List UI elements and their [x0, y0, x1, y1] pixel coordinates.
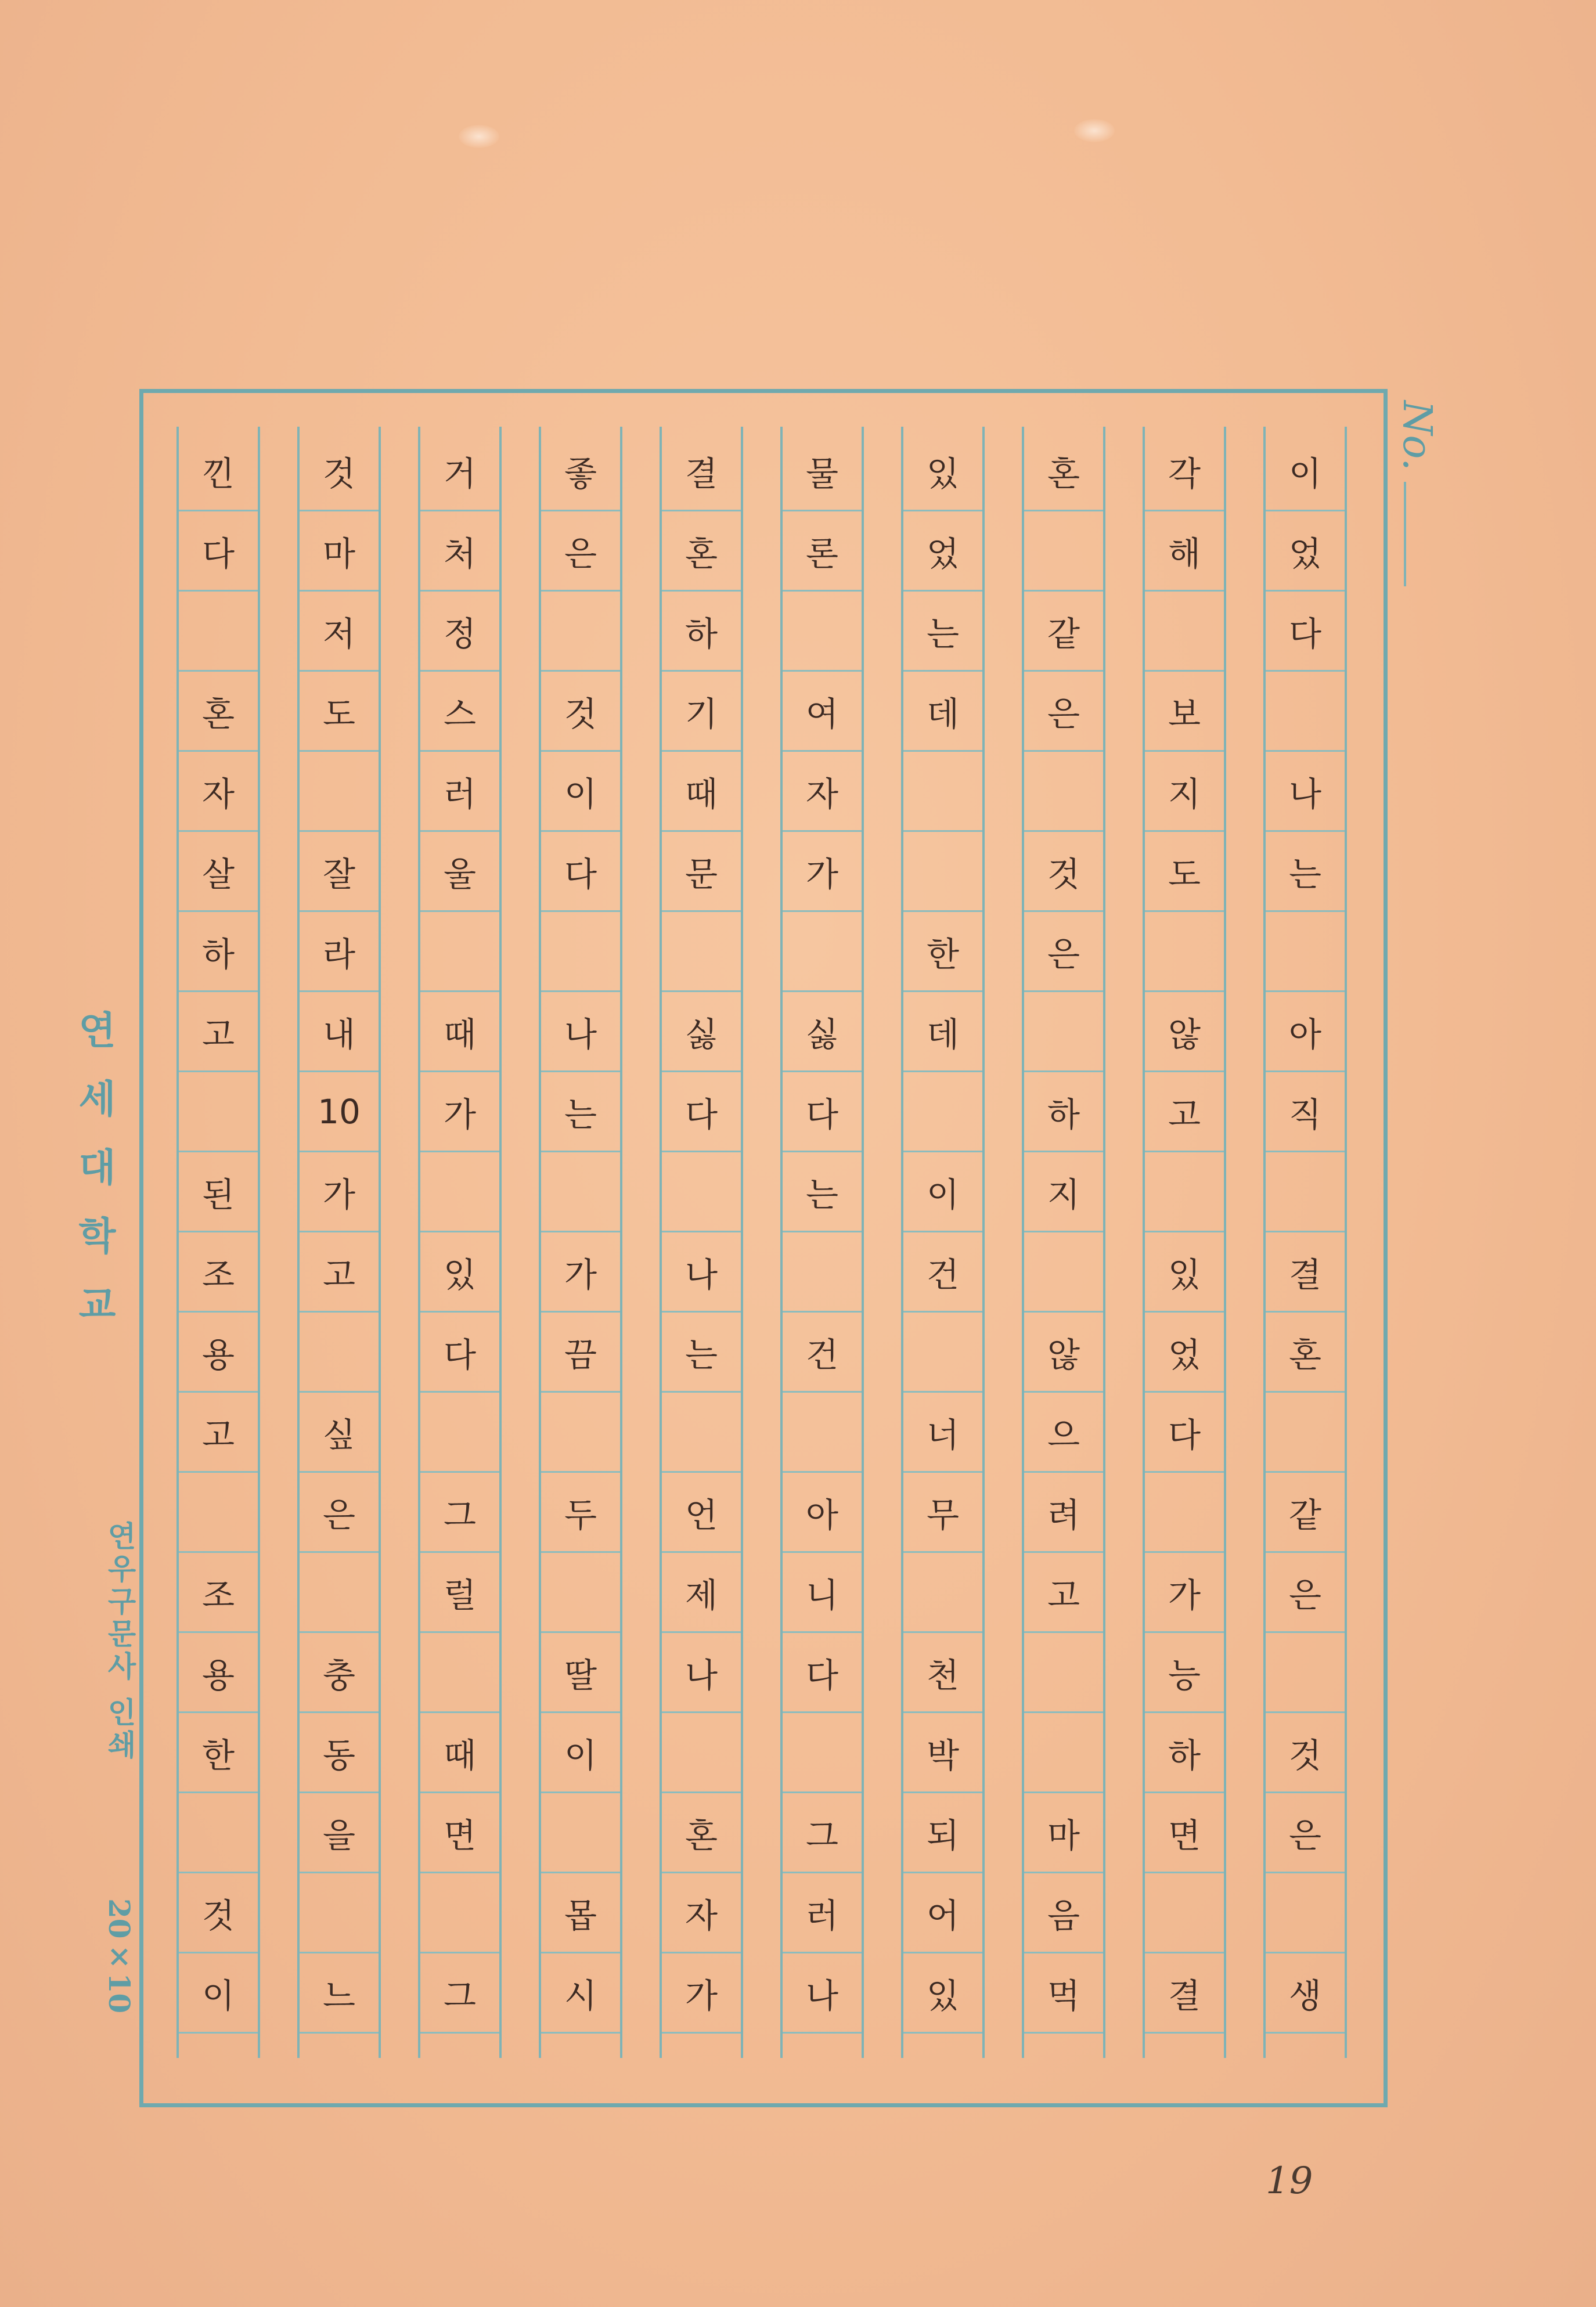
manuscript-cell: 문 — [662, 832, 741, 912]
manuscript-cell: 은 — [1266, 1553, 1345, 1633]
manuscript-cell: 그 — [783, 1793, 862, 1873]
no-label: No. — [1394, 401, 1440, 471]
manuscript-cell: 음 — [1024, 1873, 1103, 1953]
manuscript-cell: 이 — [903, 1152, 982, 1232]
manuscript-cell: 싫 — [783, 992, 862, 1072]
manuscript-cell: 러 — [783, 1873, 862, 1953]
manuscript-cell: 저 — [300, 592, 379, 672]
manuscript-cell: 내 — [300, 992, 379, 1072]
manuscript-cell — [1024, 511, 1103, 592]
manuscript-cell: 가 — [300, 1152, 379, 1232]
manuscript-cell — [541, 1553, 620, 1633]
manuscript-cell: 있 — [903, 1953, 982, 2034]
manuscript-cell — [1145, 912, 1224, 992]
manuscript-cell: 은 — [541, 511, 620, 592]
manuscript-cell: 있 — [903, 431, 982, 511]
manuscript-cell — [300, 1873, 379, 1953]
manuscript-column-10 — [176, 427, 260, 2058]
manuscript-cell: 나 — [541, 992, 620, 1072]
manuscript-cell: 고 — [179, 992, 258, 1072]
manuscript-cell: 는 — [903, 592, 982, 672]
manuscript-cell: 혼 — [1266, 1313, 1345, 1393]
manuscript-cell: 결 — [1266, 1232, 1345, 1313]
manuscript-cell: 것 — [179, 1873, 258, 1953]
manuscript-cell: 것 — [541, 672, 620, 752]
manuscript-cell: 고 — [300, 1232, 379, 1313]
manuscript-cell: 박 — [903, 1713, 982, 1793]
manuscript-cell: 이 — [179, 1953, 258, 2034]
manuscript-cell: 된 — [179, 1152, 258, 1232]
manuscript-cell: 다 — [179, 511, 258, 592]
manuscript-cell: 때 — [662, 752, 741, 832]
manuscript-cell — [783, 1393, 862, 1473]
manuscript-cell: 다 — [1266, 592, 1345, 672]
manuscript-cell: 건 — [783, 1313, 862, 1393]
manuscript-cell: 데 — [903, 672, 982, 752]
manuscript-cell: 결 — [662, 431, 741, 511]
manuscript-cell: 그 — [420, 1473, 499, 1553]
manuscript-cell: 울 — [420, 832, 499, 912]
manuscript-cell — [1024, 992, 1103, 1072]
manuscript-cell: 결 — [1145, 1953, 1224, 2034]
manuscript-cell — [1145, 592, 1224, 672]
manuscript-cell: 는 — [541, 1072, 620, 1152]
manuscript-cell: 때 — [420, 1713, 499, 1793]
manuscript-cell: 마 — [1024, 1793, 1103, 1873]
no-underline — [1404, 482, 1406, 586]
manuscript-cell — [1266, 1873, 1345, 1953]
manuscript-cell: 직 — [1266, 1072, 1345, 1152]
manuscript-cell — [1266, 912, 1345, 992]
manuscript-cell: 니 — [783, 1553, 862, 1633]
manuscript-cell — [541, 1152, 620, 1232]
manuscript-cell: 용 — [179, 1313, 258, 1393]
manuscript-cell: 는 — [662, 1313, 741, 1393]
manuscript-cell: 것 — [300, 431, 379, 511]
manuscript-cell: 하 — [1024, 1072, 1103, 1152]
manuscript-cell — [662, 912, 741, 992]
manuscript-cell: 그 — [420, 1953, 499, 2034]
manuscript-cell: 고 — [1145, 1072, 1224, 1152]
manuscript-cell: 아 — [1266, 992, 1345, 1072]
manuscript-cell: 딸 — [541, 1633, 620, 1713]
manuscript-cell: 10 — [300, 1072, 379, 1152]
manuscript-cell: 시 — [541, 1953, 620, 2034]
manuscript-cell — [1145, 1873, 1224, 1953]
manuscript-cell: 가 — [541, 1232, 620, 1313]
manuscript-cell: 끔 — [541, 1313, 620, 1393]
manuscript-cell: 하 — [662, 592, 741, 672]
manuscript-cell: 면 — [420, 1793, 499, 1873]
manuscript-cell — [1266, 1633, 1345, 1713]
manuscript-cell — [1266, 1393, 1345, 1473]
manuscript-cell — [179, 1072, 258, 1152]
manuscript-cell — [420, 1633, 499, 1713]
manuscript-cell: 아 — [783, 1473, 862, 1553]
manuscript-cell: 거 — [420, 431, 499, 511]
manuscript-column-5 — [780, 427, 864, 2058]
manuscript-cell: 도 — [300, 672, 379, 752]
manuscript-cell: 었 — [903, 511, 982, 592]
manuscript-cell: 무 — [903, 1473, 982, 1553]
manuscript-cell: 살 — [179, 832, 258, 912]
manuscript-cell: 않 — [1145, 992, 1224, 1072]
manuscript-cell — [420, 912, 499, 992]
printer-name: 연우구문사 인쇄 — [103, 1521, 137, 1762]
manuscript-cell: 조 — [179, 1553, 258, 1633]
manuscript-cell — [179, 1793, 258, 1873]
manuscript-cell: 다 — [541, 832, 620, 912]
manuscript-cell: 는 — [783, 1152, 862, 1232]
manuscript-cell: 다 — [783, 1072, 862, 1152]
manuscript-cell: 두 — [541, 1473, 620, 1553]
manuscript-cell — [903, 752, 982, 832]
manuscript-cell: 보 — [1145, 672, 1224, 752]
manuscript-cell — [662, 1393, 741, 1473]
manuscript-cell: 같 — [1266, 1473, 1345, 1553]
manuscript-cell: 은 — [1024, 672, 1103, 752]
manuscript-cell — [903, 832, 982, 912]
manuscript-cell: 가 — [662, 1953, 741, 2034]
manuscript-cell: 가 — [1145, 1553, 1224, 1633]
manuscript-cell — [1145, 1152, 1224, 1232]
manuscript-cell: 제 — [662, 1553, 741, 1633]
manuscript-cell: 은 — [1024, 912, 1103, 992]
manuscript-cell — [1266, 1152, 1345, 1232]
manuscript-cell: 되 — [903, 1793, 982, 1873]
manuscript-cell: 여 — [783, 672, 862, 752]
manuscript-cell: 처 — [420, 511, 499, 592]
manuscript-cell — [783, 1232, 862, 1313]
manuscript-cell: 싫 — [662, 992, 741, 1072]
manuscript-cell: 나 — [662, 1232, 741, 1313]
manuscript-cell: 다 — [1145, 1393, 1224, 1473]
manuscript-cell: 조 — [179, 1232, 258, 1313]
manuscript-cell: 것 — [1266, 1713, 1345, 1793]
manuscript-cell: 몹 — [541, 1873, 620, 1953]
manuscript-cell: 혼 — [662, 511, 741, 592]
manuscript-cell: 물 — [783, 431, 862, 511]
manuscript-grid — [186, 427, 1359, 2058]
manuscript-cell — [903, 1553, 982, 1633]
manuscript-cell — [179, 592, 258, 672]
manuscript-cell: 으 — [1024, 1393, 1103, 1473]
manuscript-cell: 었 — [1266, 511, 1345, 592]
manuscript-cell: 잘 — [300, 832, 379, 912]
manuscript-cell: 라 — [300, 912, 379, 992]
manuscript-cell: 동 — [300, 1713, 379, 1793]
manuscript-cell: 혼 — [662, 1793, 741, 1873]
manuscript-cell: 면 — [1145, 1793, 1224, 1873]
manuscript-cell — [300, 1313, 379, 1393]
manuscript-cell — [1024, 1232, 1103, 1313]
manuscript-cell: 싶 — [300, 1393, 379, 1473]
manuscript-cell: 어 — [903, 1873, 982, 1953]
manuscript-cell: 고 — [179, 1393, 258, 1473]
manuscript-cell — [783, 912, 862, 992]
manuscript-cell: 론 — [783, 511, 862, 592]
manuscript-cell — [541, 592, 620, 672]
manuscript-cell: 능 — [1145, 1633, 1224, 1713]
manuscript-cell — [179, 1473, 258, 1553]
manuscript-cell: 도 — [1145, 832, 1224, 912]
manuscript-cell: 데 — [903, 992, 982, 1072]
manuscript-cell: 자 — [662, 1873, 741, 1953]
manuscript-cell: 느 — [300, 1953, 379, 2034]
manuscript-cell: 고 — [1024, 1553, 1103, 1633]
manuscript-cell: 때 — [420, 992, 499, 1072]
manuscript-cell: 럴 — [420, 1553, 499, 1633]
manuscript-column-6 — [660, 427, 743, 2058]
manuscript-cell — [541, 1793, 620, 1873]
manuscript-cell: 지 — [1024, 1152, 1103, 1232]
manuscript-cell: 러 — [420, 752, 499, 832]
manuscript-cell: 생 — [1266, 1953, 1345, 2034]
manuscript-cell — [783, 592, 862, 672]
manuscript-cell: 충 — [300, 1633, 379, 1713]
manuscript-cell: 좋 — [541, 431, 620, 511]
manuscript-cell: 을 — [300, 1793, 379, 1873]
manuscript-column-9 — [297, 427, 381, 2058]
manuscript-cell: 이 — [1266, 431, 1345, 511]
manuscript-cell: 가 — [420, 1072, 499, 1152]
manuscript-cell — [1266, 672, 1345, 752]
manuscript-cell — [541, 1393, 620, 1473]
manuscript-cell: 천 — [903, 1633, 982, 1713]
manuscript-cell: 있 — [1145, 1232, 1224, 1313]
manuscript-cell: 는 — [1266, 832, 1345, 912]
manuscript-cell: 용 — [179, 1633, 258, 1713]
manuscript-cell — [1024, 752, 1103, 832]
manuscript-cell — [541, 912, 620, 992]
manuscript-cell: 자 — [179, 752, 258, 832]
manuscript-cell: 하 — [1145, 1713, 1224, 1793]
manuscript-cell: 다 — [783, 1633, 862, 1713]
manuscript-cell: 먹 — [1024, 1953, 1103, 2034]
manuscript-column-8 — [418, 427, 502, 2058]
manuscript-cell: 나 — [662, 1633, 741, 1713]
manuscript-cell: 나 — [1266, 752, 1345, 832]
manuscript-cell: 것 — [1024, 832, 1103, 912]
manuscript-cell: 언 — [662, 1473, 741, 1553]
grid-size: 20×10 — [102, 1898, 136, 2014]
manuscript-cell: 하 — [179, 912, 258, 992]
manuscript-cell: 지 — [1145, 752, 1224, 832]
manuscript-column-1 — [1263, 427, 1347, 2058]
manuscript-cell: 각 — [1145, 431, 1224, 511]
manuscript-cell — [420, 1873, 499, 1953]
manuscript-cell: 한 — [179, 1713, 258, 1793]
manuscript-cell: 려 — [1024, 1473, 1103, 1553]
manuscript-cell — [420, 1393, 499, 1473]
manuscript-cell: 이 — [541, 752, 620, 832]
manuscript-cell — [300, 752, 379, 832]
manuscript-cell: 혼 — [1024, 431, 1103, 511]
manuscript-cell — [1024, 1713, 1103, 1793]
manuscript-cell: 었 — [1145, 1313, 1224, 1393]
manuscript-cell: 이 — [541, 1713, 620, 1793]
manuscript-cell: 기 — [662, 672, 741, 752]
manuscript-cell: 정 — [420, 592, 499, 672]
manuscript-cell: 마 — [300, 511, 379, 592]
manuscript-cell — [903, 1313, 982, 1393]
manuscript-column-3 — [1022, 427, 1105, 2058]
school-name: 연세대학교 — [71, 1010, 117, 1353]
manuscript-cell: 다 — [420, 1313, 499, 1393]
manuscript-cell: 건 — [903, 1232, 982, 1313]
manuscript-cell: 혼 — [179, 672, 258, 752]
page-number: 19 — [1266, 2160, 1313, 2203]
manuscript-cell: 은 — [300, 1473, 379, 1553]
manuscript-cell: 한 — [903, 912, 982, 992]
manuscript-cell: 자 — [783, 752, 862, 832]
manuscript-cell — [1024, 1633, 1103, 1713]
manuscript-cell — [300, 1553, 379, 1633]
manuscript-column-7 — [539, 427, 622, 2058]
manuscript-cell — [420, 1152, 499, 1232]
manuscript-cell: 있 — [420, 1232, 499, 1313]
manuscript-cell: 너 — [903, 1393, 982, 1473]
manuscript-column-2 — [1143, 427, 1226, 2058]
manuscript-cell — [783, 1713, 862, 1793]
manuscript-cell — [1145, 1473, 1224, 1553]
manuscript-cell: 가 — [783, 832, 862, 912]
manuscript-cell: 나 — [783, 1953, 862, 2034]
manuscript-cell: 다 — [662, 1072, 741, 1152]
manuscript-cell — [662, 1713, 741, 1793]
manuscript-cell: 낀 — [179, 431, 258, 511]
manuscript-column-4 — [901, 427, 985, 2058]
manuscript-cell: 같 — [1024, 592, 1103, 672]
manuscript-cell: 은 — [1266, 1793, 1345, 1873]
manuscript-cell: 스 — [420, 672, 499, 752]
manuscript-cell: 해 — [1145, 511, 1224, 592]
manuscript-cell — [903, 1072, 982, 1152]
manuscript-cell: 않 — [1024, 1313, 1103, 1393]
manuscript-cell — [662, 1152, 741, 1232]
